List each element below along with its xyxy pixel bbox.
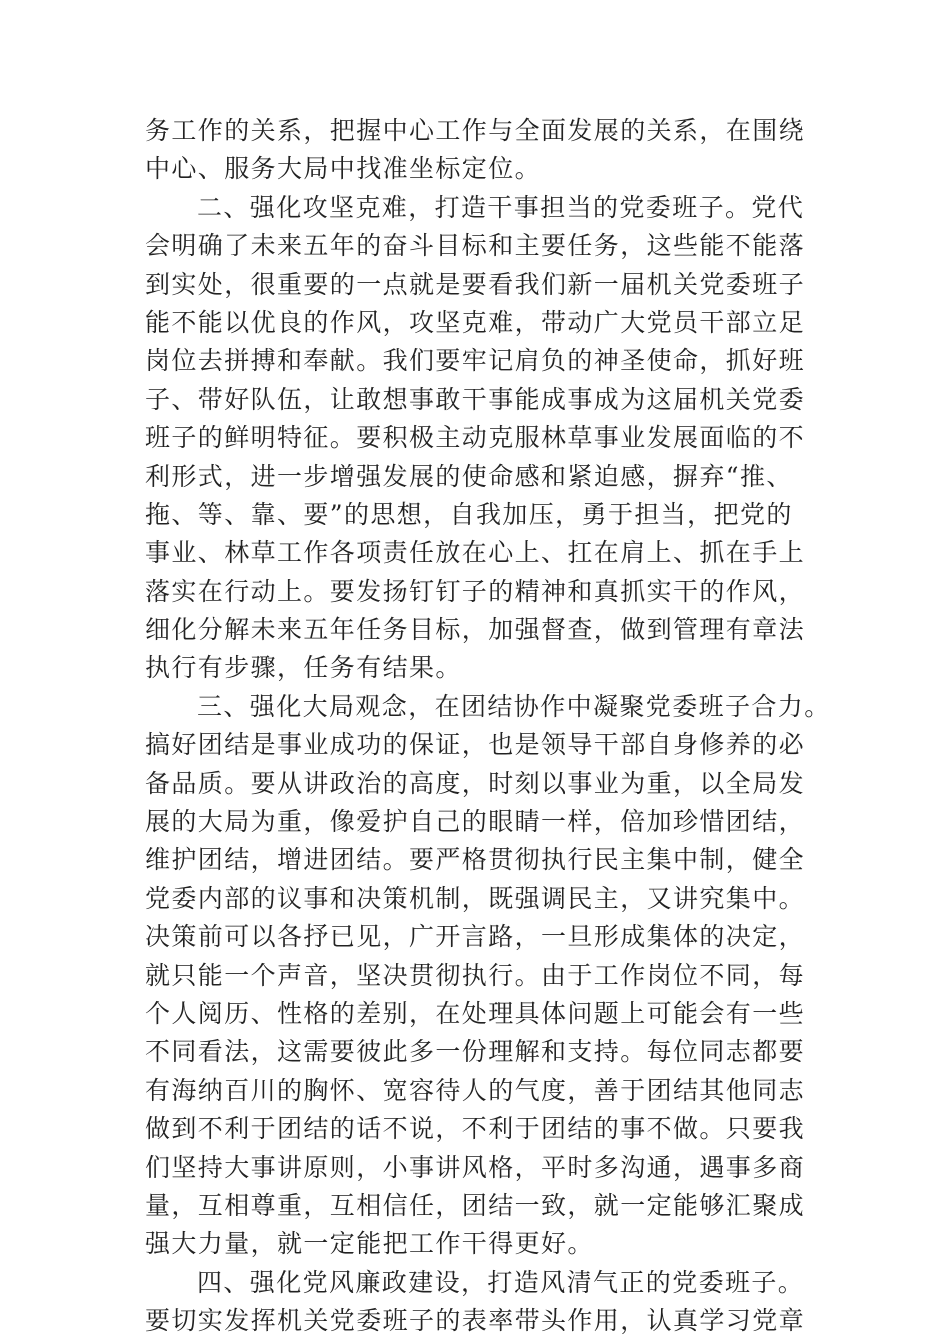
text-line: 备品质。要从讲政治的高度，时刻以事业为重，以全局发 <box>145 768 806 798</box>
document-body <box>145 112 831 1341</box>
text-line: 量，互相尊重，互相信任，团结一致，就一定能够汇聚成 <box>145 1190 806 1220</box>
text-line: 岗位去拼搏和奉献。我们要牢记肩负的神圣使命，抓好班 <box>145 346 806 376</box>
text-line: 执行有步骤，任务有结果。 <box>145 653 462 683</box>
text-line: 不同看法，这需要彼此多一份理解和支持。每位同志都要 <box>145 1037 806 1067</box>
paragraph-first-line: 四、强化党风廉政建设，打造风清气正的党委班子。 <box>197 1267 805 1297</box>
text-line: 利形式，进一步增强发展的使命感和紧迫感，摒弃“推、 <box>145 461 793 491</box>
text-line: 到实处，很重要的一点就是要看我们新一届机关党委班子 <box>145 269 806 299</box>
text-line: 务工作的关系，把握中心工作与全面发展的关系，在围绕 <box>145 116 806 145</box>
text-line: 能不能以优良的作风，攻坚克难，带动广大党员干部立足 <box>145 307 806 337</box>
text-line: 维护团结，增进团结。要严格贯彻执行民主集中制，健全 <box>145 845 806 875</box>
text-line: 拖、等、靠、要”的思想，自我加压，勇于担当，把党的 <box>145 499 793 529</box>
text-line: 们坚持大事讲原则，小事讲风格，平时多沟通，遇事多商 <box>145 1152 806 1182</box>
paragraph-first-line: 二、强化攻坚克难，打造干事担当的党委班子。党代 <box>197 192 805 222</box>
text-line: 落实在行动上。要发扬钉钉子的精神和真抓实干的作风， <box>145 576 806 606</box>
text-line: 强大力量，就一定能把工作干得更好。 <box>145 1229 594 1259</box>
text-line: 班子的鲜明特征。要积极主动克服林草事业发展面临的不 <box>145 423 806 453</box>
text-line: 事业、林草工作各项责任放在心上、扛在肩上、抓在手上 <box>145 538 806 568</box>
text-line: 会明确了未来五年的奋斗目标和主要任务，这些能不能落 <box>145 231 806 261</box>
text-line: 展的大局为重，像爱护自己的眼睛一样，倍加珍惜团结， <box>145 807 806 837</box>
text-line: 就只能一个声音，坚决贯彻执行。由于工作岗位不同，每 <box>145 960 806 990</box>
text-line: 有海纳百川的胸怀、宽容待人的气度，善于团结其他同志 <box>145 1075 806 1105</box>
text-line: 党委内部的议事和决策机制，既强调民主，又讲究集中。 <box>145 883 806 913</box>
text-line: 个人阅历、性格的差别，在处理具体问题上可能会有一些 <box>145 998 806 1028</box>
text-line: 中心、服务大局中找准坐标定位。 <box>145 154 542 184</box>
text-line: 搞好团结是事业成功的保证，也是领导干部自身修养的必 <box>145 730 806 760</box>
text-line: 子、带好队伍，让敢想事敢干事能成事成为这届机关党委 <box>145 384 806 414</box>
text-line: 细化分解未来五年任务目标，加强督查，做到管理有章法 <box>145 615 806 645</box>
paragraph-first-line: 三、强化大局观念，在团结协作中凝聚党委班子合力。 <box>197 691 831 721</box>
text-line: 决策前可以各抒已见，广开言路，一旦形成集体的决定， <box>145 922 806 952</box>
text-line: 要切实发挥机关党委班子的表率带头作用，认真学习党章 <box>145 1306 806 1336</box>
text-line: 做到不利于团结的话不说，不利于团结的事不做。只要我 <box>145 1114 806 1144</box>
